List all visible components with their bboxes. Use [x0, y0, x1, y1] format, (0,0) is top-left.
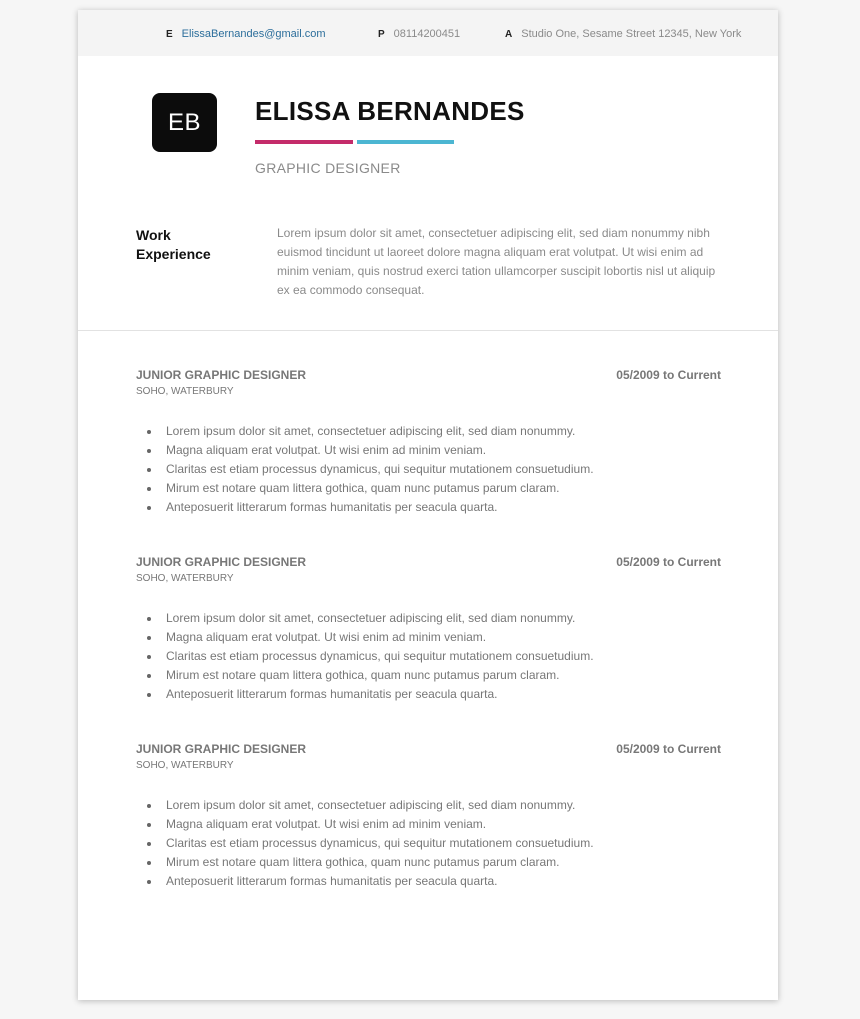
section-heading-work-experience: Work Experience [136, 227, 211, 262]
list-item: Lorem ipsum dolor sit amet, consectetuer adipiscing elit, sed diam nonummy. [136, 422, 594, 441]
job-location: SOHO, WATERBURY [136, 573, 234, 584]
address-key: A [505, 29, 513, 40]
list-item: Magna aliquam erat volutpat. Ut wisi enim ad minim veniam. [136, 815, 594, 834]
contact-bar [78, 10, 778, 56]
accent-bar-blue [357, 140, 454, 144]
list-item: Anteposuerit litterarum formas humanitatis per seacula quarta. [136, 685, 594, 704]
candidate-name: ELISSA BERNANDES [255, 96, 525, 126]
list-item: Mirum est notare quam littera gothica, quam nunc putamus parum claram. [136, 479, 594, 498]
list-item: Lorem ipsum dolor sit amet, consectetuer adipiscing elit, sed diam nonummy. [136, 609, 594, 628]
list-item: Mirum est notare quam littera gothica, quam nunc putamus parum claram. [136, 853, 594, 872]
job-duties-list [136, 609, 594, 704]
list-item: Claritas est etiam processus dynamicus, qui sequitur mutationem consuetudium. [136, 647, 594, 666]
job-dates: 05/2009 to Current [616, 742, 721, 756]
list-item: Magna aliquam erat volutpat. Ut wisi enim ad minim veniam. [136, 628, 594, 647]
job-role: JUNIOR GRAPHIC DESIGNER [136, 368, 307, 382]
resume-page [78, 10, 778, 1000]
list-item: Magna aliquam erat volutpat. Ut wisi enim ad minim veniam. [136, 441, 594, 460]
contact-address [505, 27, 741, 42]
work-experience-summary: Lorem ipsum dolor sit amet, consectetuer adipiscing elit, sed diam nonummy nibh euismod tincidunt ut laoreet dolore magna aliquam erat volutpat. Ut wisi enim ad minim veniam, quis nostrud exerci tation ullamcorper suscipit lobortis nisl ut aliquip ex ea commodo consequat. [277, 226, 716, 297]
section-divider [78, 330, 778, 331]
contact-phone [378, 27, 460, 42]
job-dates: 05/2009 to Current [616, 555, 721, 569]
accent-bar-pink [255, 140, 353, 144]
list-item: Claritas est etiam processus dynamicus, qui sequitur mutationem consuetudium. [136, 460, 594, 479]
list-item: Lorem ipsum dolor sit amet, consectetuer adipiscing elit, sed diam nonummy. [136, 796, 594, 815]
job-role: JUNIOR GRAPHIC DESIGNER [136, 555, 307, 569]
job-location: SOHO, WATERBURY [136, 760, 234, 771]
list-item: Mirum est notare quam littera gothica, quam nunc putamus parum claram. [136, 666, 594, 685]
monogram-badge: EB [152, 93, 217, 152]
contact-email [166, 27, 326, 42]
email-key: E [166, 29, 173, 40]
job-role: JUNIOR GRAPHIC DESIGNER [136, 742, 307, 756]
email-link[interactable]: ElissaBernandes@gmail.com [181, 28, 326, 40]
job-dates: 05/2009 to Current [616, 368, 721, 382]
phone-value: 08114200451 [393, 28, 461, 40]
candidate-title: GRAPHIC DESIGNER [255, 160, 401, 176]
job-duties-list [136, 422, 594, 517]
list-item: Anteposuerit litterarum formas humanitatis per seacula quarta. [136, 872, 594, 891]
list-item: Claritas est etiam processus dynamicus, qui sequitur mutationem consuetudium. [136, 834, 594, 853]
job-location: SOHO, WATERBURY [136, 386, 234, 397]
phone-key: P [378, 29, 385, 40]
list-item: Anteposuerit litterarum formas humanitatis per seacula quarta. [136, 498, 594, 517]
address-value: Studio One, Sesame Street 12345, New York [521, 28, 742, 40]
job-duties-list [136, 796, 594, 891]
